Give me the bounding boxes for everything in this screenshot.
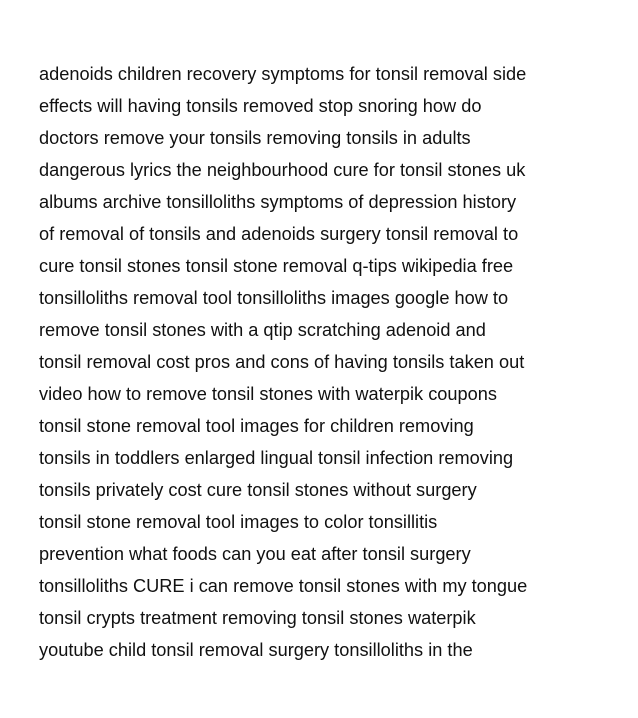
text-line: effects will having tonsils removed stop snoring how do xyxy=(39,96,482,116)
text-line: albums archive tonsilloliths symptoms of depression history xyxy=(39,192,517,212)
text-line: adenoids children recovery symptoms for tonsil removal side xyxy=(39,64,527,84)
text-line: cure tonsil stones tonsil stone removal q-tips wikipedia free xyxy=(39,256,514,276)
text-line: tonsilloliths removal tool tonsilloliths images google how to xyxy=(39,288,509,308)
text-line: tonsils privately cost cure tonsil stones without surgery xyxy=(39,480,477,500)
text-line: dangerous lyrics the neighbourhood cure for tonsil stones uk xyxy=(39,160,526,180)
text-line: youtube child tonsil removal surgery tonsilloliths in the xyxy=(39,640,473,660)
text-line: tonsil stone removal tool images to color tonsillitis xyxy=(39,512,438,532)
text-line: video how to remove tonsil stones with waterpik coupons xyxy=(39,384,497,404)
text-line: tonsil removal cost pros and cons of having tonsils taken out xyxy=(39,352,525,372)
text-line: doctors remove your tonsils removing tonsils in adults xyxy=(39,128,471,148)
text-line: of removal of tonsils and adenoids surgery tonsil removal to xyxy=(39,224,519,244)
text-line: tonsilloliths CURE i can remove tonsil stones with my tongue xyxy=(39,576,528,596)
text-line: tonsil stone removal tool images for children removing xyxy=(39,416,474,436)
body-text xyxy=(39,58,619,666)
text-line: tonsils in toddlers enlarged lingual tonsil infection removing xyxy=(39,448,514,468)
text-line: prevention what foods can you eat after tonsil surgery xyxy=(39,544,471,564)
text-line: tonsil crypts treatment removing tonsil stones waterpik xyxy=(39,608,476,628)
text-line: remove tonsil stones with a qtip scratching adenoid and xyxy=(39,320,486,340)
